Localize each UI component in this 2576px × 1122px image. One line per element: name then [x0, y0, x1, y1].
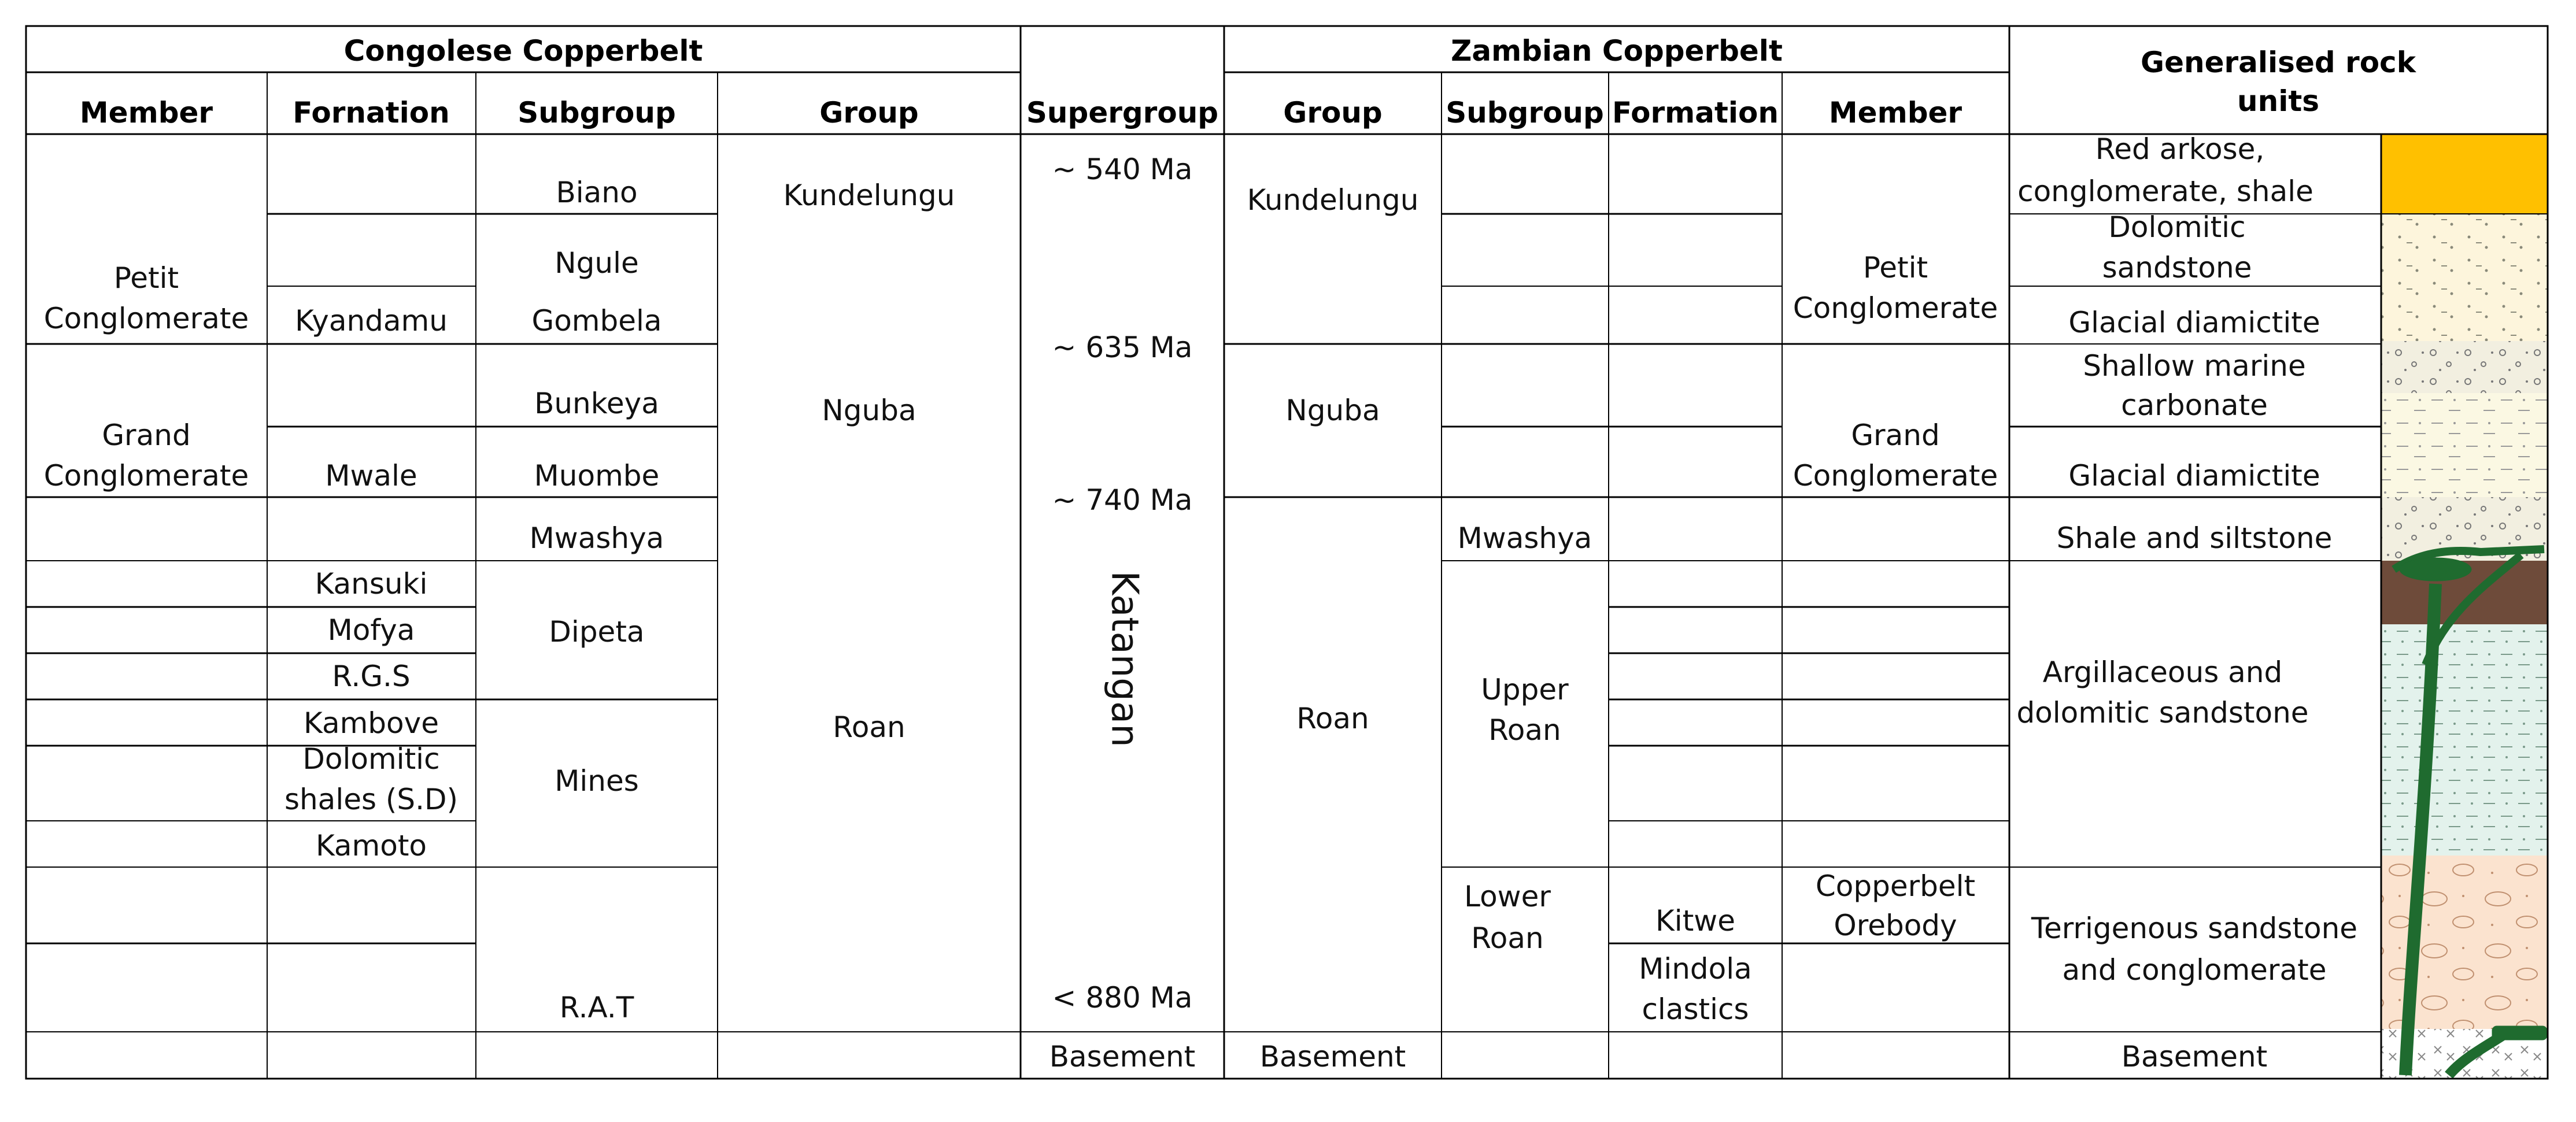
cd-subgroup-rat: R.A.T — [559, 991, 634, 1024]
cd-formation-kamoto: Kamoto — [315, 829, 427, 862]
age-635: ~ 635 Ma — [1052, 331, 1193, 364]
congolese-title: Congolese Copperbelt — [343, 34, 703, 68]
col-header-subgroup-zm: Subgroup — [1446, 96, 1604, 129]
zm-member-petit-line1: Petit — [1862, 251, 1928, 284]
zm-group-basement: Basement — [1259, 1040, 1406, 1073]
cd-formation-mwale: Mwale — [325, 459, 417, 493]
rock-unit-red-arkose-line2: conglomerate, shale — [2017, 175, 2313, 208]
age-880: < 880 Ma — [1052, 981, 1193, 1014]
zm-group-kundelungu: Kundelungu — [1247, 183, 1419, 217]
cd-group-roan: Roan — [833, 710, 906, 744]
col-header-formation-zm: Formation — [1612, 96, 1779, 129]
rock-unit-shale-siltstone: Shale and siltstone — [2056, 521, 2333, 555]
cd-formation-dolomitic-line2: shales (S.D) — [284, 783, 459, 816]
age-740: ~ 740 Ma — [1052, 483, 1193, 517]
age-540: ~ 540 Ma — [1052, 153, 1193, 186]
supergroup-cells — [1049, 153, 1196, 1073]
zm-subgroup-upper-line2: Roan — [1488, 713, 1561, 747]
litho-dolomitic-sandstone — [2381, 214, 2548, 341]
rock-unit-dolomitic-line1: Dolomitic — [2108, 210, 2246, 244]
zm-member-copperbelt-line2: Orebody — [1834, 909, 1957, 942]
supergroup-katangan: Katangan — [1103, 571, 1146, 747]
zm-subgroup-mwashya: Mwashya — [1457, 521, 1592, 555]
cd-formation-kyandamu: Kyandamu — [295, 304, 448, 338]
cd-group-kundelungu: Kundelungu — [783, 179, 955, 212]
cd-subgroup-muombe: Muombe — [534, 459, 660, 493]
zm-group-nguba: Nguba — [1285, 394, 1380, 427]
rock-unit-argillaceous-line2: dolomitic sandstone — [2016, 696, 2309, 730]
rock-unit-red-arkose-line1: Red arkose, — [2095, 132, 2265, 166]
litho-glacial-diamictite-upper — [2381, 341, 2548, 393]
zambian-title: Zambian Copperbelt — [1451, 34, 1783, 68]
cd-subgroup-mines: Mines — [555, 764, 639, 798]
cd-subgroup-biano: Biano — [556, 176, 638, 209]
col-header-supergroup: Supergroup — [1026, 96, 1219, 129]
rock-unit-carbonate-line1: Shallow marine — [2083, 349, 2306, 383]
cd-group-nguba: Nguba — [822, 394, 916, 427]
rock-units-title-line1: Generalised rock — [2141, 46, 2416, 79]
zm-subgroup-lower-line2: Roan — [1471, 921, 1544, 955]
rock-unit-glacial-upper: Glacial diamictite — [2068, 306, 2320, 339]
zm-member-grand-line1: Grand — [1851, 419, 1940, 452]
cd-subgroup-dipeta: Dipeta — [549, 615, 645, 649]
col-header-group-zm: Group — [1283, 96, 1383, 129]
col-header-group-cd: Group — [819, 96, 919, 129]
col-header-member-zm: Member — [1828, 96, 1963, 129]
col-header-member-cd: Member — [79, 96, 213, 129]
zm-subgroup-upper-line1: Upper — [1481, 673, 1569, 706]
cd-subgroup-mwashya: Mwashya — [529, 521, 664, 555]
cd-subgroup-gombela: Gombela — [531, 304, 662, 338]
col-header-subgroup-cd: Subgroup — [518, 96, 676, 129]
col-header-formation-cd: Fornation — [293, 96, 450, 129]
cd-member-grand-line1: Grand — [102, 419, 191, 452]
cd-subgroup-bunkeya: Bunkeya — [534, 387, 659, 420]
litho-red-arkose — [2381, 134, 2548, 214]
cd-formation-kambove: Kambove — [304, 706, 439, 740]
rock-units-title-line2: units — [2237, 84, 2319, 118]
cd-member-petit-line1: Petit — [113, 261, 179, 295]
cd-formation-mofya: Mofya — [327, 613, 415, 647]
cd-formation-rgs: R.G.S — [332, 660, 411, 693]
rock-unit-terrigenous-line2: and conglomerate — [2062, 953, 2327, 987]
cd-member-petit-line2: Conglomerate — [43, 302, 249, 335]
cd-member-grand-line2: Conglomerate — [43, 459, 249, 493]
zambian-cells — [1247, 183, 1998, 1073]
rock-unit-glacial-lower: Glacial diamictite — [2068, 459, 2320, 493]
zm-formation-kitwe: Kitwe — [1655, 904, 1735, 938]
zm-member-petit-line2: Conglomerate — [1793, 291, 1998, 325]
cd-formation-kansuki: Kansuki — [315, 567, 428, 601]
zm-member-grand-line2: Conglomerate — [1793, 459, 1998, 493]
zm-formation-mindola-line2: clastics — [1642, 993, 1749, 1026]
litho-argillaceous-dolomitic — [2381, 624, 2548, 856]
cd-formation-dolomitic-line1: Dolomitic — [302, 742, 440, 776]
zm-group-roan: Roan — [1296, 702, 1369, 735]
litho-shallow-marine-carbonate — [2381, 393, 2548, 497]
rock-unit-dolomitic-line2: sandstone — [2102, 251, 2252, 284]
cd-subgroup-ngule: Ngule — [555, 246, 639, 280]
rock-unit-carbonate-line2: carbonate — [2121, 388, 2268, 422]
rock-unit-labels — [2016, 132, 2357, 1073]
zm-member-copperbelt-line1: Copperbelt — [1815, 869, 1976, 903]
rock-unit-argillaceous-line1: Argillaceous and — [2042, 656, 2283, 689]
rock-unit-basement: Basement — [2121, 1040, 2268, 1073]
zm-subgroup-lower-line1: Lower — [1464, 880, 1551, 913]
supergroup-basement: Basement — [1049, 1040, 1196, 1073]
rock-unit-terrigenous-line1: Terrigenous sandstone — [2031, 912, 2358, 945]
header — [80, 34, 2417, 129]
congolese-cells — [44, 176, 955, 1024]
zm-formation-mindola-line1: Mindola — [1639, 952, 1752, 986]
